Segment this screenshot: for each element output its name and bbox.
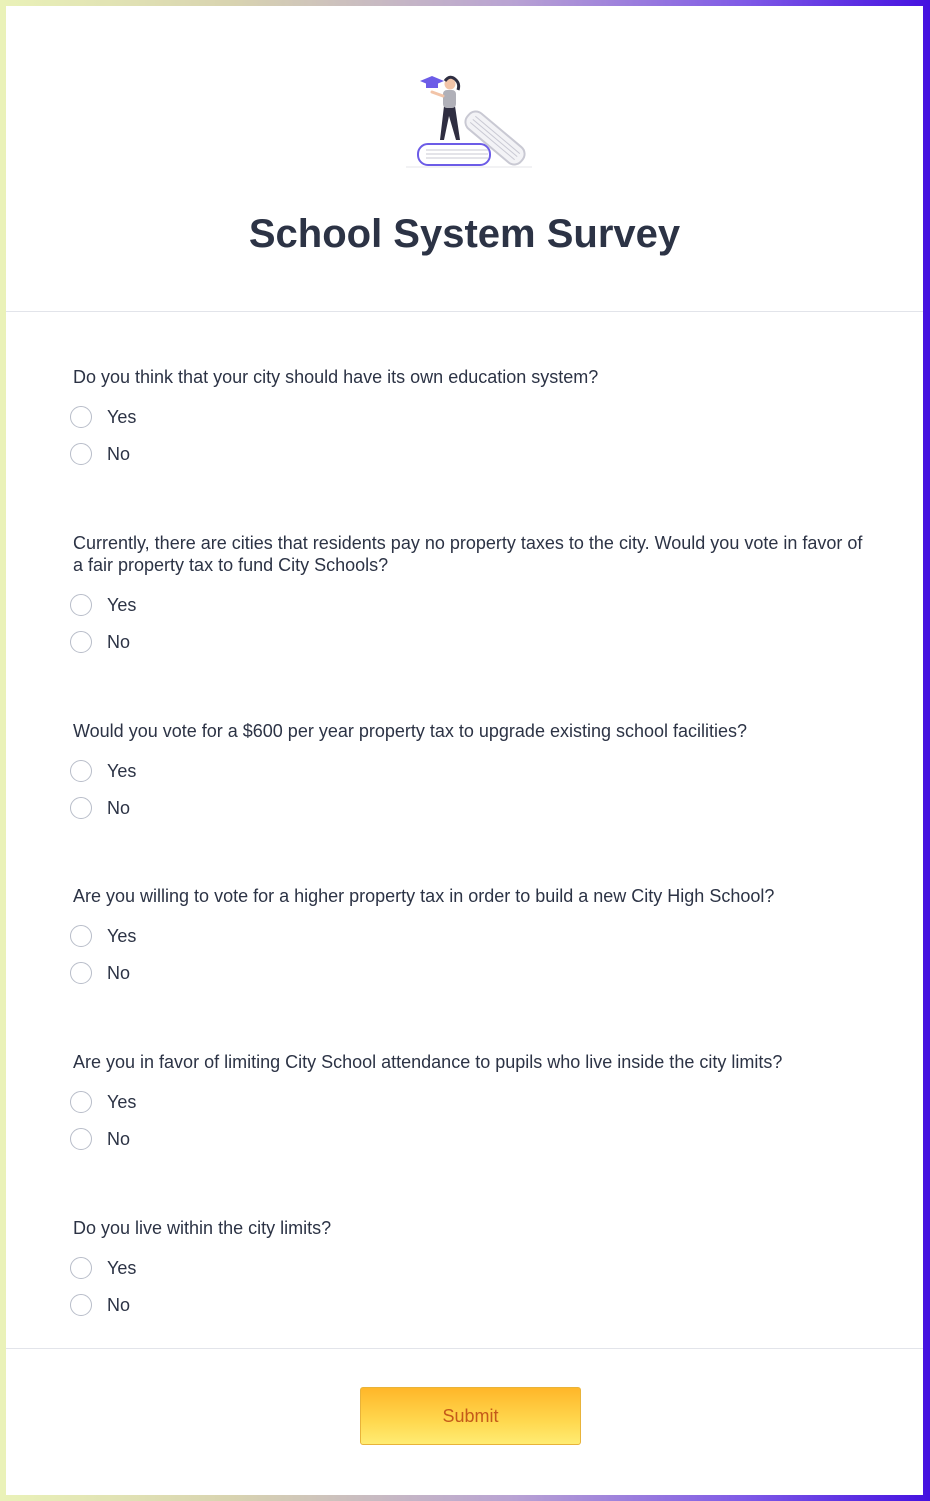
graduate-on-books-illustration: [400, 68, 532, 168]
submit-button[interactable]: Submit: [360, 1387, 581, 1445]
option-label: Yes: [107, 1091, 137, 1112]
radio-button[interactable]: [70, 406, 92, 428]
option-no[interactable]: [70, 441, 130, 467]
radio-button[interactable]: [70, 797, 92, 819]
radio-button[interactable]: [70, 760, 92, 782]
option-no[interactable]: [70, 1126, 130, 1152]
question-3: [73, 720, 863, 818]
option-label: Yes: [107, 760, 137, 781]
question-4: [73, 885, 863, 983]
option-no[interactable]: [70, 1292, 130, 1318]
radio-button[interactable]: [70, 443, 92, 465]
question-text: Are you in favor of limiting City School attendance to pupils who live inside the city limits?: [73, 1052, 783, 1072]
radio-button[interactable]: [70, 594, 92, 616]
option-no[interactable]: [70, 960, 130, 986]
question-6: [73, 1217, 863, 1315]
question-text: Are you willing to vote for a higher property tax in order to build a new City High School?: [73, 886, 775, 906]
option-no[interactable]: [70, 629, 130, 655]
radio-button[interactable]: [70, 962, 92, 984]
radio-button[interactable]: [70, 1257, 92, 1279]
option-yes[interactable]: [70, 923, 136, 949]
option-label: Yes: [107, 406, 137, 427]
question-1: [73, 366, 863, 464]
option-label: No: [107, 1128, 131, 1149]
option-label: No: [107, 631, 131, 652]
option-label: Yes: [107, 1257, 137, 1278]
option-yes[interactable]: [70, 592, 136, 618]
form-header: [6, 6, 923, 312]
question-2: [73, 532, 863, 652]
option-yes[interactable]: [70, 1089, 136, 1115]
option-no[interactable]: [70, 795, 130, 821]
question-text: Do you live within the city limits?: [73, 1218, 332, 1238]
page-title: School System Survey: [248, 212, 681, 256]
question-text: Do you think that your city should have its own education system?: [73, 367, 599, 387]
question-5: [73, 1051, 863, 1149]
radio-button[interactable]: [70, 1128, 92, 1150]
radio-button[interactable]: [70, 1091, 92, 1113]
form-card: [6, 6, 923, 1495]
option-label: No: [107, 443, 131, 464]
option-label: No: [107, 797, 131, 818]
option-label: Yes: [107, 594, 137, 615]
option-label: Yes: [107, 925, 137, 946]
radio-button[interactable]: [70, 631, 92, 653]
option-label: No: [107, 962, 131, 983]
option-label: No: [107, 1294, 131, 1315]
form-footer: [6, 1348, 923, 1496]
radio-button[interactable]: [70, 1294, 92, 1316]
question-text: Currently, there are cities that residents pay no property taxes to the city. Would you vote in favor of a fair property tax to fund City Schools?: [73, 533, 863, 575]
radio-button[interactable]: [70, 925, 92, 947]
option-yes[interactable]: [70, 758, 136, 784]
option-yes[interactable]: [70, 404, 136, 430]
question-text: Would you vote for a $600 per year property tax to upgrade existing school facilities?: [73, 721, 748, 741]
option-yes[interactable]: [70, 1255, 136, 1281]
